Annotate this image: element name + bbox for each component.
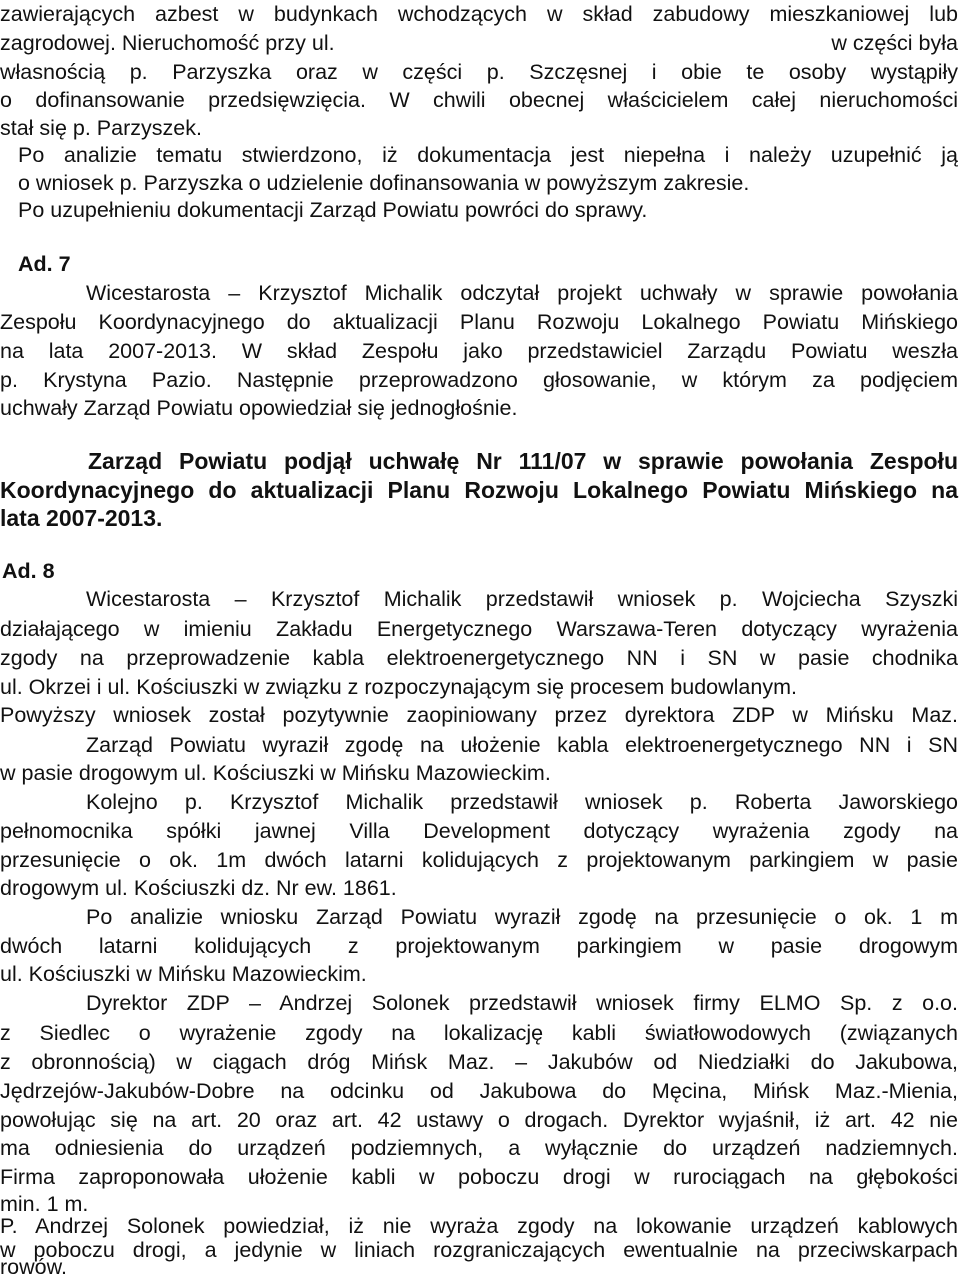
text-line: Jędrzejów-Jakubów-Dobre na odcinku od Jakubowa do Męcina, Mińsk Maz.-Mienia, — [0, 1079, 958, 1103]
text-line: o wniosek p. Parzyszka o udzielenie dofinansowania w powyższym zakresie. — [18, 171, 750, 195]
text-line: pełnomocnika spółki jawnej Villa Development dotyczący wyrażenia zgody na — [0, 819, 958, 843]
resolution-line: Koordynacyjnego do aktualizacji Planu Rozwoju Lokalnego Powiatu Mińskiego na — [0, 477, 958, 503]
text-line: zawierających azbest w budynkach wchodzących w skład zabudowy mieszkaniowej lub — [0, 2, 958, 26]
text-line: Dyrektor ZDP – Andrzej Solonek przedstawił wniosek firmy ELMO Sp. z o.o. — [86, 991, 958, 1015]
text-line: rowów. — [0, 1255, 67, 1279]
resolution-line: lata 2007-2013. — [0, 505, 163, 531]
text-line: drogowym ul. Kościuszki dz. Nr ew. 1861. — [0, 876, 397, 900]
text-line: zgody na przeprowadzenie kabla elektroenergetycznego NN i SN w pasie chodnika — [0, 646, 958, 670]
text-line: ul. Okrzei i ul. Kościuszki w związku z rozpoczynającym się procesem budowlanym. — [0, 675, 797, 699]
text-line: p. Krystyna Pazio. Następnie przeprowadzono głosowanie, w którym za podjęciem — [0, 368, 958, 392]
text-line: Wicestarosta – Krzysztof Michalik odczytał projekt uchwały w sprawie powołania — [86, 281, 958, 305]
text-line: z obronnością) w ciągach dróg Mińsk Maz. – Jakubów od Niedziałki do Jakubowa, — [0, 1050, 958, 1074]
text-line: ul. Kościuszki w Mińsku Mazowieckim. — [0, 962, 367, 986]
text-line: w części była — [831, 31, 958, 55]
text-line: zagrodowej. Nieruchomość przy ul. — [0, 31, 335, 55]
text-line: o dofinansowanie przedsięwzięcia. W chwili obecnej właścicielem całej nieruchomości — [0, 88, 958, 112]
text-line: min. 1 m. — [0, 1192, 89, 1216]
text-line: Po analizie wniosku Zarząd Powiatu wyraził zgodę na przesunięcie o ok. 1 m — [86, 905, 958, 929]
text-line: własnością p. Parzyszka oraz w części p. Szczęsnej i obie te osoby wystąpiły — [0, 60, 958, 84]
text-line: powołując się na art. 20 oraz art. 42 ustawy o drogach. Dyrektor wyjaśnił, iż art. 42 nie — [0, 1108, 958, 1132]
text-line: P. Andrzej Solonek powiedział, iż nie wyraża zgody na lokowanie urządzeń kablowych — [0, 1214, 958, 1238]
text-line: Wicestarosta – Krzysztof Michalik przedstawił wniosek p. Wojciecha Szyszki — [86, 587, 958, 611]
text-line: Zarząd Powiatu wyraził zgodę na ułożenie kabla elektroenergetycznego NN i SN — [86, 733, 958, 757]
text-line: przesunięcie o ok. 1m dwóch latarni kolidujących z projektowanym parkingiem w pasie — [0, 848, 958, 872]
text-line: uchwały Zarząd Powiatu opowiedział się jednogłośnie. — [0, 396, 518, 420]
text-line: stał się p. Parzyszek. — [0, 116, 202, 140]
text-line: Po analizie tematu stwierdzono, iż dokumentacja jest niepełna i należy uzupełnić ją — [18, 143, 958, 167]
text-line: Powyższy wniosek został pozytywnie zaopiniowany przez dyrektora ZDP w Mińsku Maz. — [0, 703, 958, 727]
text-line: Zespołu Koordynacyjnego do aktualizacji Planu Rozwoju Lokalnego Powiatu Mińskiego — [0, 310, 958, 334]
text-line: w pasie drogowym ul. Kościuszki w Mińsku Mazowieckim. — [0, 761, 551, 785]
text-line: z Siedlec o wyrażenie zgody na lokalizację kabli światłowodowych (związanych — [0, 1021, 958, 1045]
text-line: ma odniesienia do urządzeń podziemnych, a wyłącznie do urządzeń nadziemnych. — [0, 1136, 958, 1160]
text-line: dwóch latarni kolidujących z projektowanym parkingiem w pasie drogowym — [0, 934, 958, 958]
section-heading-ad7: Ad. 7 — [18, 252, 71, 276]
text-line: działającego w imieniu Zakładu Energetycznego Warszawa-Teren dotyczący wyrażenia — [0, 617, 958, 641]
text-line: na lata 2007-2013. W skład Zespołu jako przedstawiciel Zarządu Powiatu weszła — [0, 339, 958, 363]
text-line: Po uzupełnieniu dokumentacji Zarząd Powiatu powróci do sprawy. — [18, 198, 648, 222]
text-line: Firma zaproponowała ułożenie kabli w poboczu drogi w rurociągach na głębokości — [0, 1165, 958, 1189]
resolution-line: Zarząd Powiatu podjął uchwałę Nr 111/07 w sprawie powołania Zespołu — [88, 448, 958, 474]
text-line: w poboczu drogi, a jedynie w liniach rozgraniczających ewentualnie na przeciwskarpach — [0, 1238, 958, 1262]
section-heading-ad8: Ad. 8 — [2, 559, 55, 583]
text-line: Kolejno p. Krzysztof Michalik przedstawił wniosek p. Roberta Jaworskiego — [86, 790, 958, 814]
